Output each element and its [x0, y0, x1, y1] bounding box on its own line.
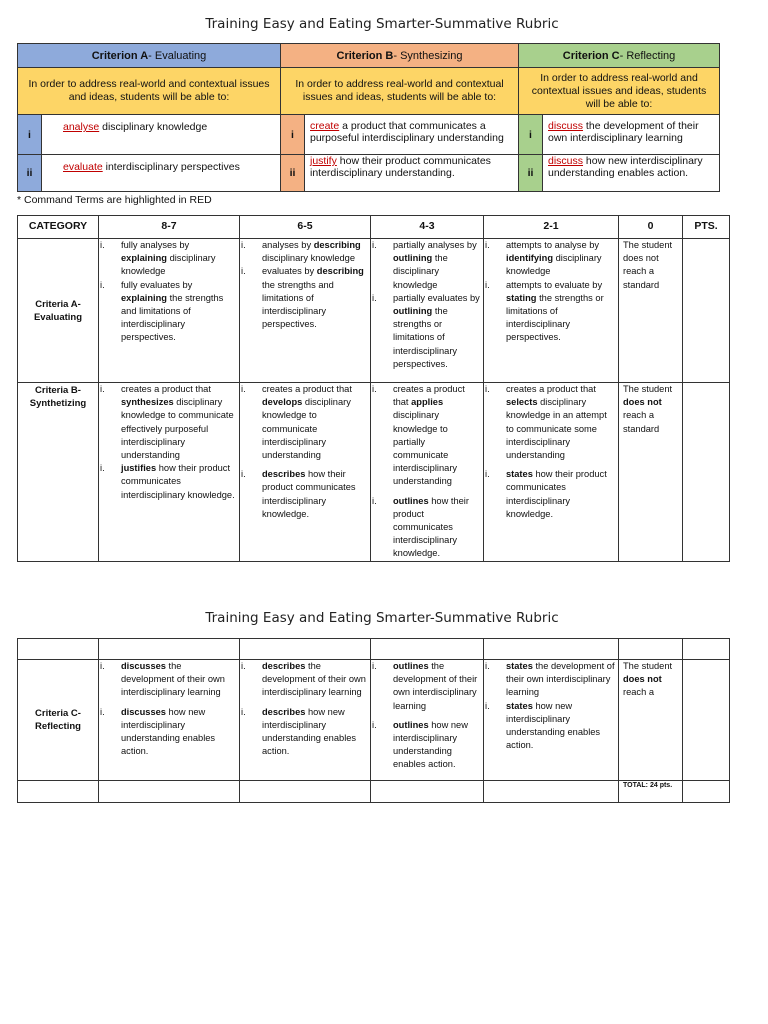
command-term: justifies [121, 463, 157, 474]
criterion-c-intro: In order to address real-world and contextual issues and ideas, students will be able to: [519, 68, 720, 115]
item-number: i. [100, 661, 105, 671]
page-title-repeat: Training Easy and Eating Smarter-Summative Rubric [205, 610, 559, 626]
descriptor-item [240, 239, 368, 265]
cell-c-8-7 [99, 660, 240, 781]
descriptor-item [371, 239, 481, 292]
item-number: i. [241, 661, 246, 671]
descriptor-item [99, 239, 237, 279]
descriptor-text: how their product communicates interdisciplinary knowledge. [393, 495, 469, 559]
item-number: i. [372, 719, 377, 730]
command-term: explaining [121, 253, 167, 264]
descriptor-text: how new interdisciplinary understanding enables action. [121, 706, 216, 757]
descriptor-item [484, 279, 616, 345]
command-term: discusses [121, 661, 166, 671]
criterion-c-desc-ii: discuss how new interdisciplinary understanding enables action. [543, 155, 720, 192]
command-term: states [506, 469, 533, 480]
command-term: outlines [393, 719, 429, 730]
descriptor-text: disciplinary knowledge to communicate interdisciplinary understanding [262, 397, 351, 461]
empty-cell [371, 781, 484, 803]
item-number: i. [372, 384, 377, 394]
empty-header-cell [683, 639, 730, 660]
descriptor-text: analyses by [262, 240, 314, 250]
descriptor-text: the strengths or limitations of interdisciplinary perspectives. [393, 306, 458, 369]
descriptor-text: attempts to analyse by [506, 240, 600, 250]
item-number: i. [100, 240, 105, 250]
command-term: discusses [121, 706, 166, 717]
criterion-b-desc-i: create a product that communicates a purposeful interdisciplinary understanding [305, 115, 519, 155]
item-number: i. [100, 279, 105, 290]
empty-header-cell [18, 639, 99, 660]
header-category: CATEGORY [18, 216, 99, 239]
cell-a-4-3 [371, 239, 484, 383]
descriptor-text: the development of their own interdisciplinary learning [393, 661, 478, 711]
cell-b-2-1 [484, 383, 619, 562]
item-number: i. [372, 495, 377, 506]
header-0: 0 [619, 216, 683, 239]
empty-header-cell [619, 639, 683, 660]
descriptor-item [99, 383, 237, 462]
descriptor-text: disciplinary knowledge to partially communicate interdisciplinary understanding [393, 410, 458, 487]
rubric-table [17, 215, 730, 562]
empty-cell [240, 781, 371, 803]
descriptor-item [99, 462, 237, 502]
descriptor-text: attempts to evaluate by [506, 279, 603, 290]
item-number: i. [241, 706, 246, 717]
command-term: outlining [393, 306, 433, 317]
item-number: i. [485, 700, 490, 711]
command-term: synthesizes [121, 397, 174, 408]
criterion-b-intro: In order to address real-world and contextual issues and ideas, students will be able to: [281, 68, 519, 115]
command-term: explaining [121, 292, 167, 303]
descriptor-item [240, 468, 368, 521]
criterion-a-intro: In order to address real-world and contextual issues and ideas, students will be able to: [18, 68, 281, 115]
empty-header-cell [99, 639, 240, 660]
descriptor-text: the strengths or limitations of interdisciplinary perspectives. [506, 292, 604, 343]
descriptor-item [484, 660, 616, 700]
descriptor-text: partially evaluates by [393, 292, 480, 303]
command-term: outlines [393, 495, 429, 506]
cell-c-0 [619, 660, 683, 781]
descriptor-text: The student [623, 384, 673, 394]
descriptor-item [484, 700, 616, 753]
item-number: i. [241, 240, 246, 250]
descriptor-text: partially analyses by [393, 240, 477, 250]
descriptor-text: disciplinary knowledge [506, 253, 602, 277]
descriptor-text: disciplinary knowledge [121, 253, 216, 277]
command-term: does not [623, 674, 662, 685]
command-term: stating [506, 292, 537, 303]
descriptor-text: fully analyses by [121, 240, 190, 250]
cell-c-2-1 [484, 660, 619, 781]
item-number: i. [485, 279, 490, 290]
cell-a-pts [683, 239, 730, 383]
cell-a-2-1 [484, 239, 619, 383]
item-number: i. [241, 266, 246, 277]
descriptor-text: the development of their own interdisciplinary learning [506, 661, 615, 698]
empty-header-cell [484, 639, 619, 660]
cell-c-pts [683, 660, 730, 781]
descriptor-text: fully evaluates by [121, 279, 193, 290]
total-points: TOTAL: 24 pts. [619, 781, 683, 803]
command-term: describes [262, 706, 306, 717]
descriptor-text: disciplinary knowledge [262, 253, 356, 264]
descriptor-item [371, 292, 481, 371]
descriptor-text: disciplinary knowledge to communicate effectively purposeful interdisciplinary understanding [121, 397, 234, 461]
page-title: Training Easy and Eating Smarter-Summative Rubric [205, 16, 559, 32]
item-number: i. [241, 384, 246, 394]
descriptor-text: The student does not reach a standard [623, 240, 673, 290]
header-8-7: 8-7 [99, 216, 240, 239]
descriptor-text: creates a product that [262, 384, 352, 394]
command-term: describing [316, 266, 364, 277]
item-number: i. [100, 463, 105, 474]
descriptor-item [371, 719, 481, 772]
criterion-b-num-ii: ii [281, 155, 305, 192]
descriptor-text: how new interdisciplinary understanding enables action. [506, 700, 601, 751]
command-term: states [506, 700, 533, 711]
criterion-b-num-i: i [281, 115, 305, 155]
item-number: i. [100, 706, 105, 717]
descriptor-text: creates a product that [121, 384, 211, 394]
criterion-c-header: Criterion C- Reflecting [519, 44, 720, 68]
item-number: i. [372, 240, 377, 250]
descriptor-text: the strengths and limitations of interdisciplinary perspectives. [121, 292, 224, 343]
descriptor-item [371, 495, 481, 561]
cell-b-4-3 [371, 383, 484, 562]
item-number: i. [100, 384, 105, 394]
descriptor-item [484, 468, 616, 521]
cell-a-6-5 [240, 239, 371, 383]
empty-cell [99, 781, 240, 803]
item-number: i. [485, 240, 490, 250]
rubric-table-continued [17, 638, 730, 803]
cell-b-pts [683, 383, 730, 562]
criterion-c-num-i: i [519, 115, 543, 155]
descriptor-text: the development of their own interdisciplinary learning [262, 661, 366, 698]
item-number: i. [241, 469, 246, 480]
item-number: i. [372, 292, 377, 303]
descriptor-item [371, 660, 481, 713]
empty-header-cell [240, 639, 371, 660]
descriptor-item [99, 660, 237, 700]
item-number: i. [372, 661, 377, 671]
descriptor-text: the development of their own interdisciplinary learning [121, 661, 225, 698]
criterion-b-header: Criterion B- Synthesizing [281, 44, 519, 68]
item-number: i. [485, 384, 490, 394]
descriptor-item [240, 383, 368, 462]
command-term: outlines [393, 661, 429, 671]
command-term: states [506, 661, 533, 671]
command-term: develops [262, 397, 303, 408]
item-number: i. [485, 661, 490, 671]
descriptor-text: creates a product that [506, 384, 596, 394]
criterion-a-desc-i: analyse disciplinary knowledge [42, 115, 281, 155]
cell-b-6-5 [240, 383, 371, 562]
criterion-a-desc-ii: evaluate interdisciplinary perspectives [42, 155, 281, 192]
cell-b-8-7 [99, 383, 240, 562]
descriptor-item [99, 706, 237, 759]
cell-c-6-5 [240, 660, 371, 781]
descriptor-text: disciplinary knowledge in an attempt to communicate some interdisciplinary understanding [506, 397, 607, 461]
descriptor-item [240, 660, 368, 700]
descriptor-text: how their product communicates interdisciplinary knowledge. [121, 463, 235, 500]
command-term: outlining [393, 253, 433, 264]
criterion-c-desc-i: discuss the development of their own interdisciplinary learning [543, 115, 720, 155]
command-terms-note: * Command Terms are highlighted in RED [17, 194, 212, 206]
criterion-a-num-i: i [18, 115, 42, 155]
command-term: selects [506, 397, 538, 408]
descriptor-text: reach a [623, 687, 655, 698]
descriptor-item [240, 265, 368, 331]
item-number: i. [485, 469, 490, 480]
header-4-3: 4-3 [371, 216, 484, 239]
criterion-c-num-ii: ii [519, 155, 543, 192]
header-6-5: 6-5 [240, 216, 371, 239]
descriptor-text: The student [623, 661, 673, 671]
descriptor-text: creates a product that [393, 384, 465, 408]
descriptor-text: the strengths and limitations of interdisciplinary perspectives. [262, 279, 334, 330]
descriptor-item [484, 239, 616, 279]
descriptor-text: how new interdisciplinary understanding enables action. [393, 719, 468, 770]
descriptor-item [484, 383, 616, 462]
criterion-a-num-ii: ii [18, 155, 42, 192]
descriptor-text: the disciplinary knowledge [393, 253, 448, 290]
empty-cell [18, 781, 99, 803]
criteria-b-label: Criteria B- Synthetizing [18, 383, 99, 562]
empty-cell [484, 781, 619, 803]
criteria-table [17, 43, 720, 192]
descriptor-text: how their product communicates interdisciplinary knowledge. [262, 469, 356, 519]
cell-a-0 [619, 239, 683, 383]
descriptor-text: reach a standard [623, 410, 660, 434]
cell-a-8-7 [99, 239, 240, 383]
criteria-a-label: Criteria A- Evaluating [18, 239, 99, 383]
command-term: applies [411, 397, 444, 408]
descriptor-item [99, 279, 237, 345]
descriptor-item [371, 383, 481, 489]
command-term: describes [262, 469, 306, 480]
criterion-b-desc-ii: justify how their product communicates interdisciplinary understanding. [305, 155, 519, 192]
cell-c-4-3 [371, 660, 484, 781]
descriptor-text: evaluates by [262, 266, 317, 277]
command-term: identifying [506, 253, 553, 264]
cell-b-0 [619, 383, 683, 562]
command-term: describing [313, 240, 361, 250]
header-pts: PTS. [683, 216, 730, 239]
empty-cell [683, 781, 730, 803]
criteria-c-label: Criteria C- Reflecting [18, 660, 99, 781]
empty-header-cell [371, 639, 484, 660]
command-term: describes [262, 661, 306, 671]
descriptor-text: how their product communicates interdisciplinary knowledge. [506, 469, 607, 519]
criterion-a-header: Criterion A- Evaluating [18, 44, 281, 68]
header-2-1: 2-1 [484, 216, 619, 239]
command-term: does not [623, 397, 662, 408]
descriptor-item [240, 706, 368, 759]
descriptor-text: how new interdisciplinary understanding enables action. [262, 706, 357, 757]
